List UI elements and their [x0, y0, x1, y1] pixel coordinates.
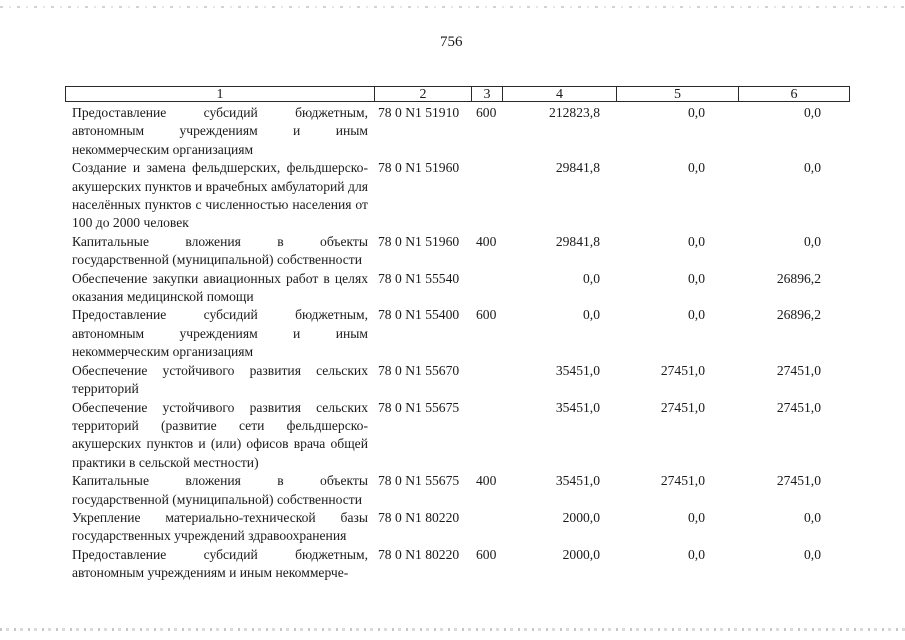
row-value-4: 2000,0 — [562, 546, 600, 562]
table-row — [72, 509, 852, 546]
row-value-6: 27451,0 — [776, 473, 821, 489]
row-value-4: 2000,0 — [562, 509, 600, 525]
header-col-3: 3 — [472, 87, 503, 101]
row-code: 78 0 N1 80220 — [378, 509, 460, 525]
table-row — [72, 362, 852, 399]
row-code: 78 0 N1 55540 — [378, 270, 460, 286]
row-value-6: 26896,2 — [776, 270, 821, 286]
scan-edge-top — [0, 6, 905, 8]
row-value-5: 0,0 — [688, 546, 705, 562]
table-body — [72, 104, 852, 583]
header-col-6: 6 — [790, 87, 798, 102]
page-number: 756 — [440, 34, 463, 50]
row-value-4: 29841,8 — [555, 233, 600, 249]
row-name: Предоставление субсидий бюджетным, автономным учреждениям и иным некоммерче- — [72, 546, 368, 581]
header-col-2: 2 — [375, 87, 472, 101]
row-value-5: 0,0 — [688, 270, 705, 286]
row-value-5: 0,0 — [688, 509, 705, 525]
row-type: 600 — [476, 546, 497, 562]
row-value-6: 26896,2 — [776, 307, 821, 323]
table-row — [72, 233, 852, 270]
row-name: Предоставление субсидий бюджетным, автономным учреждениям и иным некоммерческим организациям — [72, 307, 368, 360]
row-code: 78 0 N1 55675 — [378, 399, 460, 415]
row-value-4: 35451,0 — [555, 362, 600, 378]
row-value-6: 0,0 — [804, 509, 821, 525]
row-value-5: 0,0 — [688, 233, 705, 249]
header-col-1: 1 — [66, 87, 375, 101]
row-name: Капитальные вложения в объекты государственной (муниципальной) собственности — [72, 233, 368, 268]
row-value-5: 0,0 — [688, 160, 705, 176]
row-name: Предоставление субсидий бюджетным, автономным учреждениям и иным некоммерческим организациям — [72, 105, 368, 157]
row-value-6: 0,0 — [804, 546, 821, 562]
table-row — [72, 472, 852, 509]
row-code: 78 0 N1 51960 — [378, 160, 460, 176]
row-value-6: 27451,0 — [776, 399, 821, 415]
row-code: 78 0 N1 51910 — [378, 105, 460, 120]
row-code: 78 0 N1 55670 — [378, 362, 460, 378]
row-name: Обеспечение устойчивого развития сельских территорий — [72, 362, 368, 397]
table-row — [72, 104, 852, 159]
row-value-4: 35451,0 — [555, 473, 600, 489]
table-row — [72, 270, 852, 307]
row-value-5: 0,0 — [688, 307, 705, 323]
row-value-4: 35451,0 — [555, 399, 600, 415]
scan-edge-bottom — [0, 628, 905, 631]
table-row — [72, 159, 852, 233]
row-value-5: 0,0 — [688, 105, 705, 120]
row-type: 600 — [476, 105, 497, 120]
row-code: 78 0 N1 55400 — [378, 307, 460, 323]
row-value-4: 0,0 — [583, 307, 600, 323]
table-row — [72, 399, 852, 473]
row-value-6: 0,0 — [804, 160, 821, 176]
table-row — [72, 306, 852, 361]
table-header-row — [65, 86, 850, 102]
row-value-4: 29841,8 — [555, 160, 600, 176]
row-value-6: 0,0 — [804, 105, 821, 120]
row-value-4: 0,0 — [583, 270, 600, 286]
row-name: Укрепление материально-технической базы государственных учреждений здравоохранения — [72, 509, 368, 544]
table-row — [72, 546, 852, 583]
row-name: Обеспечение закупки авиационных работ в целях оказания медицинской помощи — [72, 270, 368, 305]
row-value-6: 27451,0 — [776, 362, 821, 378]
row-code: 78 0 N1 51960 — [378, 233, 460, 249]
header-col-5: 5 — [617, 87, 739, 101]
row-name: Создание и замена фельдшерских, фельдшерско-акушерских пунктов и врачебных амбулаторий для населённых пунктов с численностью населения от 100 до 2000 человек — [72, 160, 368, 231]
row-type: 600 — [476, 307, 497, 323]
row-name: Обеспечение устойчивого развития сельских территорий (развитие сети фельдшерско-акушерских пунктов и (или) офисов врача общей практики в сельской местности) — [72, 399, 368, 470]
row-value-4: 212823,8 — [549, 105, 600, 120]
row-value-5: 27451,0 — [660, 399, 705, 415]
row-value-6: 0,0 — [804, 233, 821, 249]
row-type: 400 — [476, 473, 497, 489]
row-code: 78 0 N1 80220 — [378, 546, 460, 562]
row-code: 78 0 N1 55675 — [378, 473, 460, 489]
row-name: Капитальные вложения в объекты государственной (муниципальной) собственности — [72, 473, 368, 507]
header-col-4: 4 — [503, 87, 617, 101]
row-type: 400 — [476, 233, 497, 249]
row-value-5: 27451,0 — [660, 362, 705, 378]
row-value-5: 27451,0 — [660, 473, 705, 489]
